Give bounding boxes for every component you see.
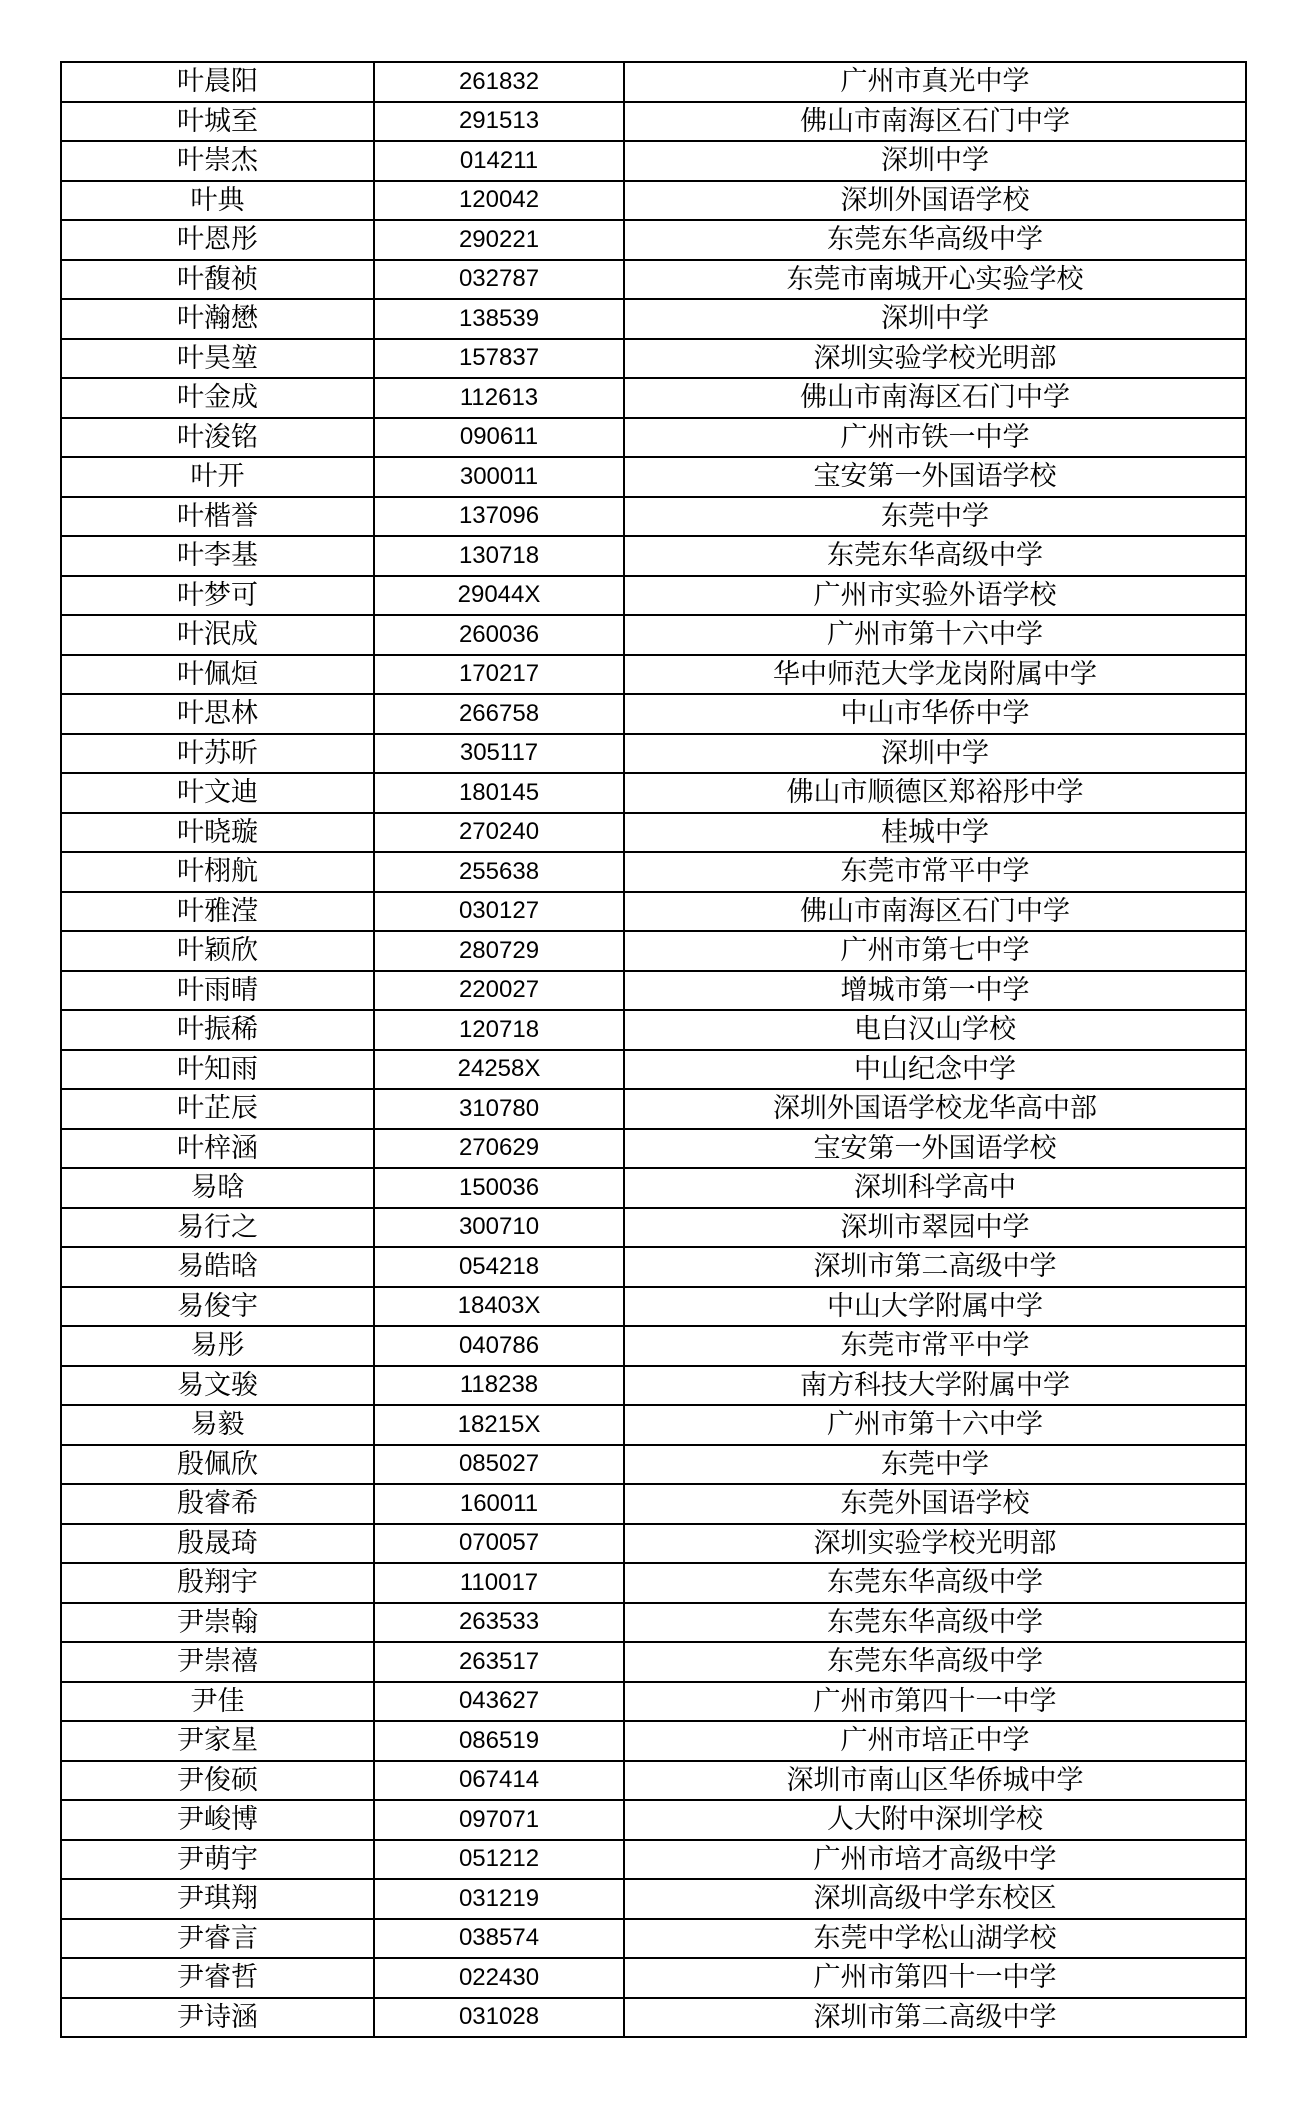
school-name-cell: 华中师范大学龙岗附属中学 — [624, 655, 1246, 695]
school-name-cell: 深圳市第二高级中学 — [624, 1998, 1246, 2038]
school-name-cell: 深圳市翠园中学 — [624, 1208, 1246, 1248]
school-name-cell: 中山大学附属中学 — [624, 1287, 1246, 1327]
student-id-cell: 261832 — [374, 62, 624, 102]
student-id-cell: 29044X — [374, 576, 624, 616]
table-row — [61, 1840, 1246, 1880]
school-name-cell: 深圳外国语学校 — [624, 181, 1246, 221]
student-id-cell: 067414 — [374, 1761, 624, 1801]
school-name-cell: 佛山市顺德区郑裕彤中学 — [624, 773, 1246, 813]
table-row — [61, 457, 1246, 497]
table-row — [61, 773, 1246, 813]
student-name-cell: 易行之 — [61, 1208, 374, 1248]
student-name-cell: 叶崇杰 — [61, 141, 374, 181]
student-name-cell: 叶楷誉 — [61, 497, 374, 537]
student-id-cell: 291513 — [374, 102, 624, 142]
student-name-cell: 尹萌宇 — [61, 1840, 374, 1880]
student-id-cell: 040786 — [374, 1326, 624, 1366]
school-name-cell: 东莞东华高级中学 — [624, 1603, 1246, 1643]
student-name-cell: 叶恩彤 — [61, 220, 374, 260]
student-id-cell: 170217 — [374, 655, 624, 695]
student-id-cell: 24258X — [374, 1050, 624, 1090]
student-id-cell: 18215X — [374, 1405, 624, 1445]
student-name-cell: 尹家星 — [61, 1721, 374, 1761]
student-id-cell: 032787 — [374, 260, 624, 300]
school-name-cell: 深圳高级中学东校区 — [624, 1879, 1246, 1919]
table-row — [61, 1287, 1246, 1327]
table-row — [61, 1524, 1246, 1564]
student-name-cell: 叶栩航 — [61, 852, 374, 892]
student-name-cell: 易毅 — [61, 1405, 374, 1445]
school-name-cell: 人大附中深圳学校 — [624, 1800, 1246, 1840]
school-name-cell: 东莞外国语学校 — [624, 1484, 1246, 1524]
table-row — [61, 1050, 1246, 1090]
student-name-cell: 叶晓璇 — [61, 813, 374, 853]
student-name-cell: 叶苏昕 — [61, 734, 374, 774]
school-name-cell: 广州市铁一中学 — [624, 418, 1246, 458]
table-row — [61, 1168, 1246, 1208]
table-row — [61, 576, 1246, 616]
student-name-cell: 叶泯成 — [61, 615, 374, 655]
school-name-cell: 东莞市常平中学 — [624, 1326, 1246, 1366]
student-name-cell: 殷晟琦 — [61, 1524, 374, 1564]
school-name-cell: 深圳实验学校光明部 — [624, 1524, 1246, 1564]
table-row — [61, 971, 1246, 1011]
student-name-cell: 尹崇禧 — [61, 1642, 374, 1682]
student-id-cell: 031219 — [374, 1879, 624, 1919]
school-name-cell: 广州市培正中学 — [624, 1721, 1246, 1761]
school-name-cell: 广州市实验外语学校 — [624, 576, 1246, 616]
school-name-cell: 宝安第一外国语学校 — [624, 1129, 1246, 1169]
student-name-cell: 易皓晗 — [61, 1247, 374, 1287]
table-row — [61, 339, 1246, 379]
school-name-cell: 东莞东华高级中学 — [624, 536, 1246, 576]
table-row — [61, 141, 1246, 181]
student-name-cell: 尹睿言 — [61, 1919, 374, 1959]
school-name-cell: 深圳市第二高级中学 — [624, 1247, 1246, 1287]
student-id-cell: 260036 — [374, 615, 624, 655]
student-id-cell: 054218 — [374, 1247, 624, 1287]
school-name-cell: 东莞东华高级中学 — [624, 1563, 1246, 1603]
student-id-cell: 043627 — [374, 1682, 624, 1722]
table-row — [61, 655, 1246, 695]
table-row — [61, 1247, 1246, 1287]
table-row — [61, 1484, 1246, 1524]
student-id-cell: 280729 — [374, 931, 624, 971]
school-name-cell: 桂城中学 — [624, 813, 1246, 853]
table-row — [61, 62, 1246, 102]
student-id-cell: 300710 — [374, 1208, 624, 1248]
student-name-cell: 叶知雨 — [61, 1050, 374, 1090]
table-row — [61, 931, 1246, 971]
table-row — [61, 220, 1246, 260]
student-id-cell: 030127 — [374, 892, 624, 932]
school-name-cell: 广州市培才高级中学 — [624, 1840, 1246, 1880]
table-row — [61, 1800, 1246, 1840]
student-name-cell: 叶芷辰 — [61, 1089, 374, 1129]
student-id-cell: 266758 — [374, 694, 624, 734]
student-name-cell: 殷睿希 — [61, 1484, 374, 1524]
table-row — [61, 1405, 1246, 1445]
school-name-cell: 东莞东华高级中学 — [624, 1642, 1246, 1682]
table-row — [61, 497, 1246, 537]
student-id-cell: 137096 — [374, 497, 624, 537]
school-name-cell: 深圳外国语学校龙华高中部 — [624, 1089, 1246, 1129]
student-name-cell: 叶梓涵 — [61, 1129, 374, 1169]
student-name-cell: 叶雨晴 — [61, 971, 374, 1011]
table-row — [61, 418, 1246, 458]
student-name-cell: 易文骏 — [61, 1366, 374, 1406]
table-row — [61, 1919, 1246, 1959]
school-name-cell: 广州市真光中学 — [624, 62, 1246, 102]
student-name-cell: 尹睿哲 — [61, 1958, 374, 1998]
student-name-cell: 叶佩烜 — [61, 655, 374, 695]
student-id-cell: 120718 — [374, 1010, 624, 1050]
student-name-cell: 叶晨阳 — [61, 62, 374, 102]
student-id-cell: 097071 — [374, 1800, 624, 1840]
student-id-cell: 220027 — [374, 971, 624, 1011]
school-name-cell: 深圳科学高中 — [624, 1168, 1246, 1208]
table-row — [61, 1721, 1246, 1761]
student-id-cell: 120042 — [374, 181, 624, 221]
school-name-cell: 东莞中学松山湖学校 — [624, 1919, 1246, 1959]
table-row — [61, 299, 1246, 339]
table-row — [61, 1761, 1246, 1801]
school-name-cell: 佛山市南海区石门中学 — [624, 378, 1246, 418]
table-row — [61, 260, 1246, 300]
student-name-cell: 易俊宇 — [61, 1287, 374, 1327]
student-id-cell: 110017 — [374, 1563, 624, 1603]
table-row — [61, 1603, 1246, 1643]
student-id-cell: 255638 — [374, 852, 624, 892]
student-id-cell: 160011 — [374, 1484, 624, 1524]
school-name-cell: 东莞东华高级中学 — [624, 220, 1246, 260]
table-row — [61, 1642, 1246, 1682]
table-row — [61, 1445, 1246, 1485]
school-name-cell: 增城市第一中学 — [624, 971, 1246, 1011]
student-id-cell: 022430 — [374, 1958, 624, 1998]
student-id-cell: 263533 — [374, 1603, 624, 1643]
student-id-cell: 300011 — [374, 457, 624, 497]
table-row — [61, 694, 1246, 734]
table-row — [61, 852, 1246, 892]
student-name-cell: 尹峻博 — [61, 1800, 374, 1840]
student-name-cell: 叶昊堃 — [61, 339, 374, 379]
table-row — [61, 1129, 1246, 1169]
table-row — [61, 813, 1246, 853]
table-row — [61, 1089, 1246, 1129]
student-id-cell: 090611 — [374, 418, 624, 458]
table-row — [61, 1682, 1246, 1722]
student-name-cell: 尹琪翔 — [61, 1879, 374, 1919]
school-name-cell: 广州市第十六中学 — [624, 615, 1246, 655]
school-name-cell: 佛山市南海区石门中学 — [624, 892, 1246, 932]
school-name-cell: 佛山市南海区石门中学 — [624, 102, 1246, 142]
student-name-cell: 易彤 — [61, 1326, 374, 1366]
student-id-cell: 310780 — [374, 1089, 624, 1129]
student-id-cell: 263517 — [374, 1642, 624, 1682]
school-name-cell: 广州市第七中学 — [624, 931, 1246, 971]
student-name-cell: 尹佳 — [61, 1682, 374, 1722]
student-name-cell: 尹俊硕 — [61, 1761, 374, 1801]
school-name-cell: 深圳市南山区华侨城中学 — [624, 1761, 1246, 1801]
school-name-cell: 深圳中学 — [624, 141, 1246, 181]
school-name-cell: 宝安第一外国语学校 — [624, 457, 1246, 497]
student-name-cell: 殷翔宇 — [61, 1563, 374, 1603]
school-name-cell: 中山纪念中学 — [624, 1050, 1246, 1090]
school-name-cell: 东莞中学 — [624, 497, 1246, 537]
table-row — [61, 1366, 1246, 1406]
student-name-cell: 叶梦可 — [61, 576, 374, 616]
student-id-cell: 150036 — [374, 1168, 624, 1208]
student-id-cell: 038574 — [374, 1919, 624, 1959]
student-name-cell: 叶开 — [61, 457, 374, 497]
table-row — [61, 1326, 1246, 1366]
student-name-cell: 尹诗涵 — [61, 1998, 374, 2038]
student-name-cell: 殷佩欣 — [61, 1445, 374, 1485]
student-name-cell: 叶颖欣 — [61, 931, 374, 971]
student-id-cell: 138539 — [374, 299, 624, 339]
table-row — [61, 1879, 1246, 1919]
table-row — [61, 1563, 1246, 1603]
student-name-cell: 叶馥祯 — [61, 260, 374, 300]
school-name-cell: 电白汉山学校 — [624, 1010, 1246, 1050]
school-name-cell: 广州市第四十一中学 — [624, 1958, 1246, 1998]
school-name-cell: 中山市华侨中学 — [624, 694, 1246, 734]
student-id-cell: 031028 — [374, 1998, 624, 2038]
student-name-cell: 叶典 — [61, 181, 374, 221]
school-name-cell: 南方科技大学附属中学 — [624, 1366, 1246, 1406]
student-name-cell: 叶雅滢 — [61, 892, 374, 932]
table-row — [61, 1998, 1246, 2038]
student-name-cell: 叶金成 — [61, 378, 374, 418]
table-row — [61, 181, 1246, 221]
student-id-cell: 18403X — [374, 1287, 624, 1327]
student-name-cell: 叶城至 — [61, 102, 374, 142]
student-id-cell: 270240 — [374, 813, 624, 853]
student-name-cell: 叶瀚懋 — [61, 299, 374, 339]
student-name-cell: 叶振稀 — [61, 1010, 374, 1050]
student-id-cell: 051212 — [374, 1840, 624, 1880]
student-id-cell: 157837 — [374, 339, 624, 379]
table-row — [61, 892, 1246, 932]
student-name-cell: 叶李基 — [61, 536, 374, 576]
school-name-cell: 深圳中学 — [624, 299, 1246, 339]
school-name-cell: 深圳中学 — [624, 734, 1246, 774]
school-name-cell: 东莞市南城开心实验学校 — [624, 260, 1246, 300]
table-row — [61, 536, 1246, 576]
student-name-cell: 易晗 — [61, 1168, 374, 1208]
table-row — [61, 102, 1246, 142]
student-id-cell: 130718 — [374, 536, 624, 576]
table-row — [61, 734, 1246, 774]
table-row — [61, 1010, 1246, 1050]
table-row — [61, 1958, 1246, 1998]
table-body — [61, 62, 1246, 2037]
student-id-cell: 305117 — [374, 734, 624, 774]
school-name-cell: 东莞市常平中学 — [624, 852, 1246, 892]
student-name-cell: 尹崇翰 — [61, 1603, 374, 1643]
student-id-cell: 014211 — [374, 141, 624, 181]
school-name-cell: 广州市第十六中学 — [624, 1405, 1246, 1445]
school-name-cell: 东莞中学 — [624, 1445, 1246, 1485]
student-name-cell: 叶浚铭 — [61, 418, 374, 458]
table-row — [61, 378, 1246, 418]
student-id-cell: 290221 — [374, 220, 624, 260]
school-name-cell: 广州市第四十一中学 — [624, 1682, 1246, 1722]
student-id-cell: 085027 — [374, 1445, 624, 1485]
student-id-cell: 270629 — [374, 1129, 624, 1169]
student-name-cell: 叶思林 — [61, 694, 374, 734]
student-list-table — [60, 61, 1247, 2038]
student-id-cell: 070057 — [374, 1524, 624, 1564]
student-id-cell: 086519 — [374, 1721, 624, 1761]
student-id-cell: 180145 — [374, 773, 624, 813]
school-name-cell: 深圳实验学校光明部 — [624, 339, 1246, 379]
table-row — [61, 1208, 1246, 1248]
student-name-cell: 叶文迪 — [61, 773, 374, 813]
student-id-cell: 118238 — [374, 1366, 624, 1406]
table-row — [61, 615, 1246, 655]
student-id-cell: 112613 — [374, 378, 624, 418]
